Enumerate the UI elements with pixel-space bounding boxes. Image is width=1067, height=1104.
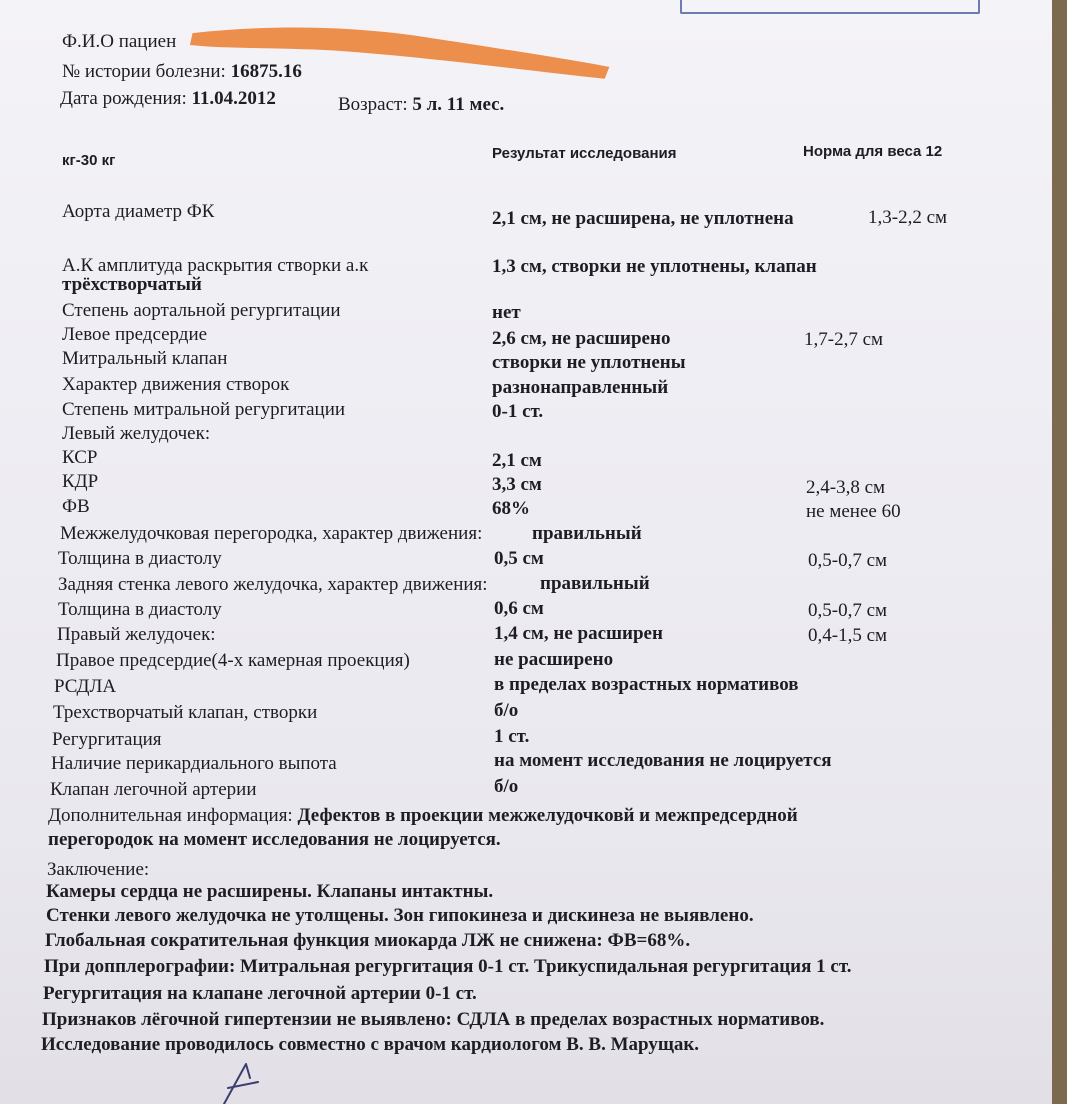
row-label-leaflet-motion: Характер движения створок [62, 374, 290, 395]
row-norm-posterior-wall-thickness: 0,5-0,7 см [808, 600, 888, 621]
row-label-septum-motion: Межжелудочковая перегородка, характер движения: [60, 523, 483, 544]
age-value: 5 л. 11 мес. [412, 94, 505, 115]
additional-info-text: Дефектов в проекции межжелудочковй и межпредсердной [297, 805, 798, 826]
row-label-aortic-regurgitation: Степень аортальной регургитации [62, 300, 341, 321]
row-label-posterior-wall-thickness: Толщина в диастолу [58, 599, 222, 620]
conclusion-line: Стенки левого желудочка не утолщены. Зон гипокинеза и дискинеза не выявлено. [46, 905, 754, 926]
patient-name-label: Ф.И.О пациен [62, 31, 177, 52]
row-value-rsdla: в пределах возрастных нормативов [494, 674, 799, 695]
row-label-mitral-valve: Митральный клапан [62, 348, 228, 369]
row-value-tricuspid-valve: б/о [494, 700, 519, 721]
row-label-tricuspid-aortic: трёхстворчатый [62, 274, 202, 295]
row-value-posterior-wall-thickness: 0,6 см [494, 598, 544, 619]
birth-label: Дата рождения: [60, 88, 187, 109]
row-value-leaflet-motion: разнонаправленный [492, 377, 669, 398]
history-label: № истории болезни: [62, 61, 226, 82]
norm-column-header: Норма для веса 12 [803, 143, 943, 160]
row-value-mitral-regurgitation: 0-1 ст. [492, 401, 544, 422]
row-value-mitral-valve: створки не уплотнены [492, 352, 686, 373]
conclusion-line: Камеры сердца не расширены. Клапаны интактны. [46, 881, 494, 902]
row-label-left-atrium: Левое предсердие [62, 324, 208, 345]
row-value-septum-thickness: 0,5 см [494, 548, 544, 569]
row-value-left-atrium: 2,6 см, не расширено [492, 328, 671, 349]
additional-info-label: Дополнительная информация: [48, 805, 293, 826]
row-value-aortic-regurgitation: нет [492, 302, 521, 323]
row-norm-kdr: 2,4-3,8 см [806, 477, 886, 498]
row-label-mitral-regurgitation: Степень митральной регургитации [62, 399, 346, 420]
row-value-septum-motion: правильный [532, 523, 642, 544]
conclusion-label: Заключение: [47, 859, 150, 880]
row-label-right-atrium: Правое предсердие(4-х камерная проекция) [56, 650, 410, 671]
row-value-pericardial-effusion: на момент исследования не лоцируется [494, 750, 832, 771]
history-number: 16875.16 [230, 61, 302, 82]
row-label-pulmonary-valve: Клапан легочной артерии [50, 779, 257, 800]
row-value-right-ventricle: 1,4 см, не расширен [494, 623, 663, 644]
row-value-aorta: 2,1 см, не расширена, не уплотнена [492, 208, 794, 229]
row-label-ksr: КСР [62, 447, 98, 468]
row-norm-ef: не менее 60 [806, 501, 901, 522]
additional-info-line [48, 805, 798, 827]
row-norm-left-atrium: 1,7-2,7 см [804, 329, 884, 350]
weight-column-header: кг-30 кг [62, 152, 116, 169]
row-value-kdr: 3,3 см [492, 474, 542, 495]
row-label-left-ventricle: Левый желудочек: [62, 423, 211, 444]
conclusion-line: Глобальная сократительная функция миокарда ЛЖ не снижена: ФВ=68%. [45, 930, 691, 951]
birth-date: 11.04.2012 [191, 88, 276, 109]
row-value-right-atrium: не расширено [494, 649, 614, 670]
row-value-posterior-wall-motion: правильный [540, 573, 650, 594]
row-label-aorta: Аорта диаметр ФК [62, 201, 215, 222]
result-column-header: Результат исследования [492, 145, 677, 162]
row-norm-aorta: 1,3-2,2 см [868, 207, 948, 228]
row-label-right-ventricle: Правый желудочек: [57, 624, 216, 645]
row-label-kdr: КДР [62, 471, 99, 492]
stamp-frame [680, 0, 980, 14]
signature-mark [206, 1058, 266, 1104]
row-value-ksr: 2,1 см [492, 450, 542, 471]
conclusion-line: Исследование проводилось совместно с врачом кардиологом В. В. Марущак. [41, 1034, 700, 1055]
row-norm-septum-thickness: 0,5-0,7 см [808, 550, 888, 571]
age-label: Возраст: [338, 94, 408, 115]
conclusion-line: При допплерографии: Митральная регургитация 0-1 ст. Трикуспидальная регургитация 1 ст. [44, 956, 852, 977]
row-label-tricuspid-valve: Трехстворчатый клапан, створки [53, 702, 318, 723]
birth-line [60, 88, 276, 110]
row-label-pericardial-effusion: Наличие перикардиального выпота [51, 753, 337, 774]
conclusion-line: Регургитация на клапане легочной артерии 0-1 ст. [43, 983, 477, 1004]
row-label-regurgitation: Регургитация [52, 729, 162, 750]
row-label-aortic-valve: А.К амплитуда раскрытия створки а.к [62, 255, 369, 276]
row-value-aortic-valve: 1,3 см, створки не уплотнены, клапан [492, 256, 817, 277]
row-label-ef: ФВ [62, 496, 90, 517]
row-value-pulmonary-valve: б/о [494, 776, 519, 797]
conclusion-line: Признаков лёгочной гипертензии не выявлено: СДЛА в пределах возрастных нормативов. [42, 1009, 825, 1030]
age-line [338, 94, 504, 116]
row-label-rsdla: РСДЛА [54, 676, 117, 697]
row-label-posterior-wall-motion: Задняя стенка левого желудочка, характер движения: [58, 574, 488, 595]
row-value-ef: 68% [492, 498, 530, 519]
row-label-septum-thickness: Толщина в диастолу [58, 548, 222, 569]
row-value-regurgitation: 1 ст. [494, 726, 530, 747]
row-norm-right-ventricle: 0,4-1,5 см [808, 625, 888, 646]
additional-info-text-cont: перегородок на момент исследования не лоцируется. [48, 829, 501, 850]
